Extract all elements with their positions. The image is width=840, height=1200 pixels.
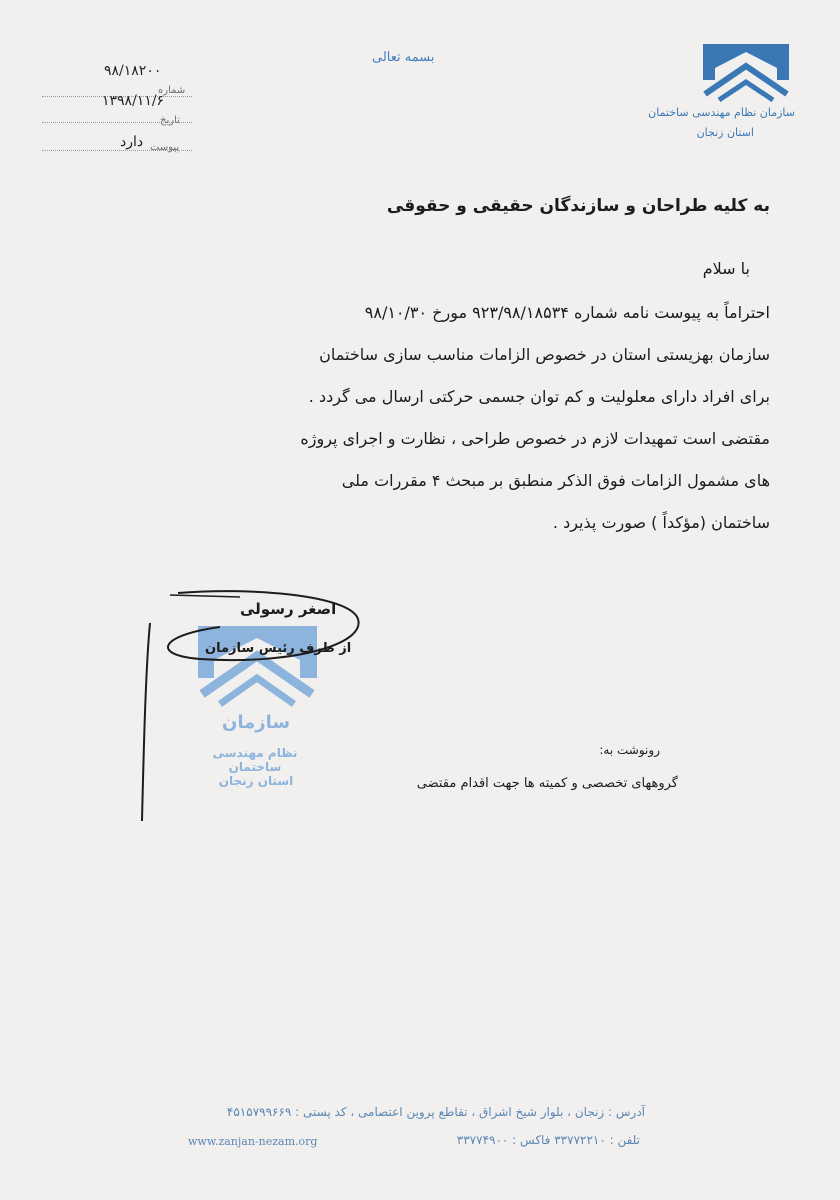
handwritten-signature-icon (130, 585, 380, 825)
body-line: برای افراد دارای معلولیت و کم توان جسمی حرکتی ارسال می گردد . (308, 387, 770, 406)
cc-label: رونوشت به: (599, 743, 660, 757)
body-line: سازمان بهزیستی استان در خصوص الزامات مناسب سازی ساختمان (319, 345, 770, 364)
stamp-line-3: استان زنجان (218, 774, 294, 788)
signatory-name: اصغر رسولی (240, 600, 337, 618)
stamp-line-2: نظام مهندسی ساختمان (212, 746, 298, 774)
body-line: های مشمول الزامات فوق الذکر منطبق بر مبحث ۴ مقررات ملی (341, 471, 770, 490)
body-line: مقتضی است تمهیدات لازم در خصوص طراحی ، نظارت و اجرای پروژه (300, 429, 770, 448)
body-line: ساختمان (مؤکداً ) صورت پذیرد . (552, 513, 770, 532)
org-province: استان زنجان (696, 126, 754, 139)
bismillah-heading: بسمه تعالی (372, 50, 435, 65)
stamp-line-1: سازمان (221, 712, 291, 733)
letter-number-value: ۹۸/۱۸۲۰۰ (104, 63, 162, 79)
letter-date-value: ۱۳۹۸/۱۱/۶ (102, 93, 165, 109)
letter-date-label: تاریخ (160, 115, 180, 126)
footer-phone-fax: تلفن : ۳۳۷۷۲۲۱۰ فاکس : ۳۳۷۷۴۹۰۰ (456, 1133, 640, 1147)
letter-body (160, 292, 770, 544)
footer-address: آدرس : زنجان ، بلوار شیخ اشراق ، تقاطع پروین اعتصامی ، کد پستی : ۴۵۱۵۷۹۹۶۶۹ (226, 1105, 645, 1119)
addressee-line: به کلیه طراحان و سازندگان حقیقی و حقوقی (386, 196, 770, 216)
cc-recipients: گروههای تخصصی و کمیته ها جهت اقدام مقتضی (416, 776, 678, 791)
attachment-label: پیوست (150, 142, 180, 153)
organization-logo-icon (697, 40, 795, 102)
attachment-value: دارد (120, 134, 144, 150)
signatory-title: از طرف رئیس سازمان (205, 641, 352, 656)
body-line: احتراماً به پیوست نامه شماره ۹۲۳/۹۸/۱۸۵۳۴ مورخ ۹۸/۱۰/۳۰ (364, 303, 770, 322)
letter-number-label: شماره (158, 85, 186, 96)
footer-website: www.zanjan-nezam.org (188, 1135, 318, 1148)
greeting: با سلام (702, 259, 750, 278)
org-name: سازمان نظام مهندسی ساختمان (648, 106, 795, 119)
